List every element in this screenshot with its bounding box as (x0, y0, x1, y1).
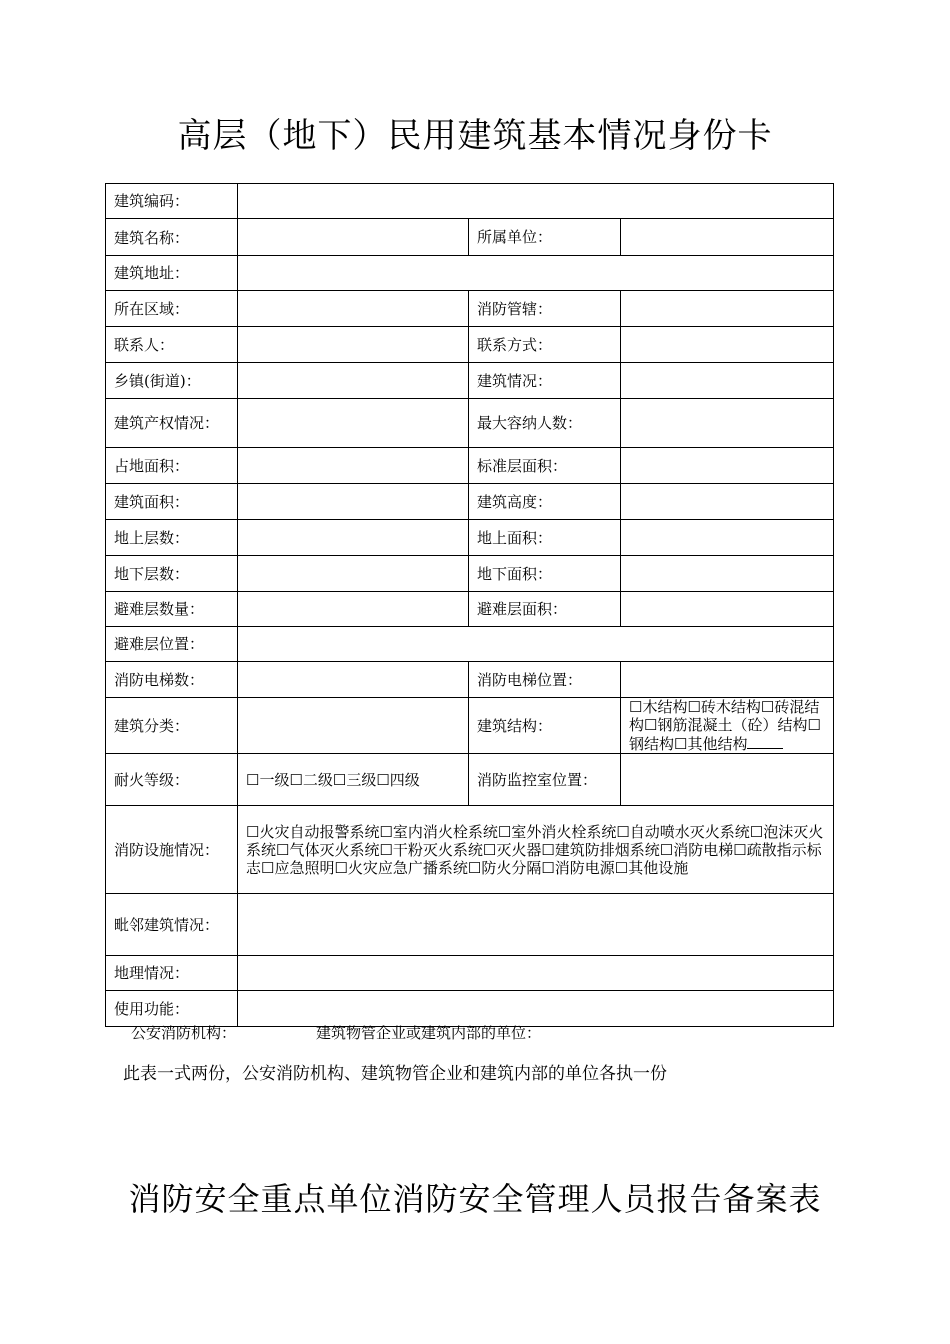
field-contact-method[interactable] (621, 327, 834, 363)
label-township: 乡镇(街道)： (106, 363, 238, 399)
field-area-above[interactable] (621, 520, 834, 556)
field-area-below[interactable] (621, 556, 834, 592)
row-building-area (106, 484, 834, 520)
label-max-capacity: 最大容纳人数： (469, 399, 621, 448)
label-affiliated-unit: 所属单位： (469, 219, 621, 256)
row-land-area (106, 448, 834, 484)
label-geography: 地理情况： (106, 956, 238, 991)
label-area-above: 地上面积： (469, 520, 621, 556)
field-land-area[interactable] (238, 448, 469, 484)
label-refuge-floor-location: 避难层位置： (106, 627, 238, 662)
field-fire-elevator-location[interactable] (621, 662, 834, 698)
field-building-code[interactable] (238, 184, 834, 219)
signature-fire-agency: 公安消防机构： (131, 1024, 237, 1042)
label-building-status: 建筑情况： (469, 363, 621, 399)
row-building-category (106, 698, 834, 754)
row-building-code (106, 184, 834, 219)
row-adjacent-buildings (106, 894, 834, 956)
signature-property-unit: 建筑物管企业或建筑内部的单位： (316, 1024, 542, 1042)
field-fire-elevator-count[interactable] (238, 662, 469, 698)
field-township[interactable] (238, 363, 469, 399)
row-property-rights (106, 399, 834, 448)
building-id-card-table (105, 183, 834, 1027)
label-area-below: 地下面积： (469, 556, 621, 592)
row-township (106, 363, 834, 399)
label-floors-above: 地上层数： (106, 520, 238, 556)
row-fire-elevator (106, 662, 834, 698)
second-form-title: 消防安全重点单位消防安全管理人员报告备案表 (128, 1180, 822, 1218)
field-building-address[interactable] (238, 256, 834, 291)
field-region[interactable] (238, 291, 469, 327)
field-building-name[interactable] (238, 219, 469, 256)
field-property-rights[interactable] (238, 399, 469, 448)
field-refuge-floor-location[interactable] (238, 627, 834, 662)
label-fire-rating: 耐火等级： (106, 754, 238, 806)
label-contact-method: 联系方式： (469, 327, 621, 363)
row-floors-above (106, 520, 834, 556)
field-building-area[interactable] (238, 484, 469, 520)
label-building-name: 建筑名称： (106, 219, 238, 256)
label-building-structure: 建筑结构： (469, 698, 621, 754)
field-fire-facilities[interactable]: ☐火灾自动报警系统☐室内消火栓系统☐室外消火栓系统☐自动喷水灭火系统☐泡沫灭火系统☐气体灭火系统☐干粉灭火系统☐灭火器☐建筑防排烟系统☐消防电梯☐疏散指示标志☐应急照明☐火灾应急广播系统☐防火分隔☐消防电源☐其他设施 (238, 806, 834, 894)
field-contact-person[interactable] (238, 327, 469, 363)
label-usage: 使用功能： (106, 991, 238, 1027)
label-land-area: 占地面积： (106, 448, 238, 484)
label-control-room-location: 消防监控室位置： (469, 754, 621, 806)
footnote: 此表一式两份，公安消防机构、建筑物管企业和建筑内部的单位各执一份 (123, 1064, 667, 1084)
label-standard-floor-area: 标准层面积： (469, 448, 621, 484)
field-max-capacity[interactable] (621, 399, 834, 448)
label-building-category: 建筑分类： (106, 698, 238, 754)
field-building-structure[interactable] (621, 698, 834, 754)
field-fire-rating[interactable]: ☐一级☐二级☐三级☐四级 (238, 754, 469, 806)
row-refuge-floor-location (106, 627, 834, 662)
field-building-status[interactable] (621, 363, 834, 399)
field-geography[interactable] (238, 956, 834, 991)
label-region: 所在区域： (106, 291, 238, 327)
row-fire-facilities (106, 806, 834, 894)
field-adjacent-buildings[interactable] (238, 894, 834, 956)
row-building-address (106, 256, 834, 291)
row-refuge-floor (106, 592, 834, 627)
field-affiliated-unit[interactable] (621, 219, 834, 256)
field-building-height[interactable] (621, 484, 834, 520)
label-refuge-floor-area: 避难层面积： (469, 592, 621, 627)
structure-options: ☐木结构☐砖木结构☐砖混结构☐钢筋混凝土（砼）结构☐钢结构☐其他结构 (629, 698, 821, 753)
field-standard-floor-area[interactable] (621, 448, 834, 484)
other-structure-blank[interactable] (747, 734, 783, 749)
field-fire-jurisdiction[interactable] (621, 291, 834, 327)
row-region (106, 291, 834, 327)
label-fire-facilities: 消防设施情况： (106, 806, 238, 894)
field-floors-below[interactable] (238, 556, 469, 592)
label-adjacent-buildings: 毗邻建筑情况： (106, 894, 238, 956)
label-refuge-floor-count: 避难层数量： (106, 592, 238, 627)
row-contact (106, 327, 834, 363)
field-building-category[interactable] (238, 698, 469, 754)
label-fire-elevator-count: 消防电梯数： (106, 662, 238, 698)
row-building-name (106, 219, 834, 256)
field-control-room-location[interactable] (621, 754, 834, 806)
label-building-height: 建筑高度： (469, 484, 621, 520)
label-floors-below: 地下层数： (106, 556, 238, 592)
field-refuge-floor-area[interactable] (621, 592, 834, 627)
label-contact-person: 联系人： (106, 327, 238, 363)
page-title: 高层（地下）民用建筑基本情况身份卡 (177, 116, 773, 156)
row-floors-below (106, 556, 834, 592)
label-fire-elevator-location: 消防电梯位置： (469, 662, 621, 698)
label-building-area: 建筑面积： (106, 484, 238, 520)
row-fire-rating (106, 754, 834, 806)
label-building-code: 建筑编码： (106, 184, 238, 219)
label-property-rights: 建筑产权情况： (106, 399, 238, 448)
row-geography (106, 956, 834, 991)
label-fire-jurisdiction: 消防管辖： (469, 291, 621, 327)
label-building-address: 建筑地址： (106, 256, 238, 291)
field-refuge-floor-count[interactable] (238, 592, 469, 627)
field-floors-above[interactable] (238, 520, 469, 556)
